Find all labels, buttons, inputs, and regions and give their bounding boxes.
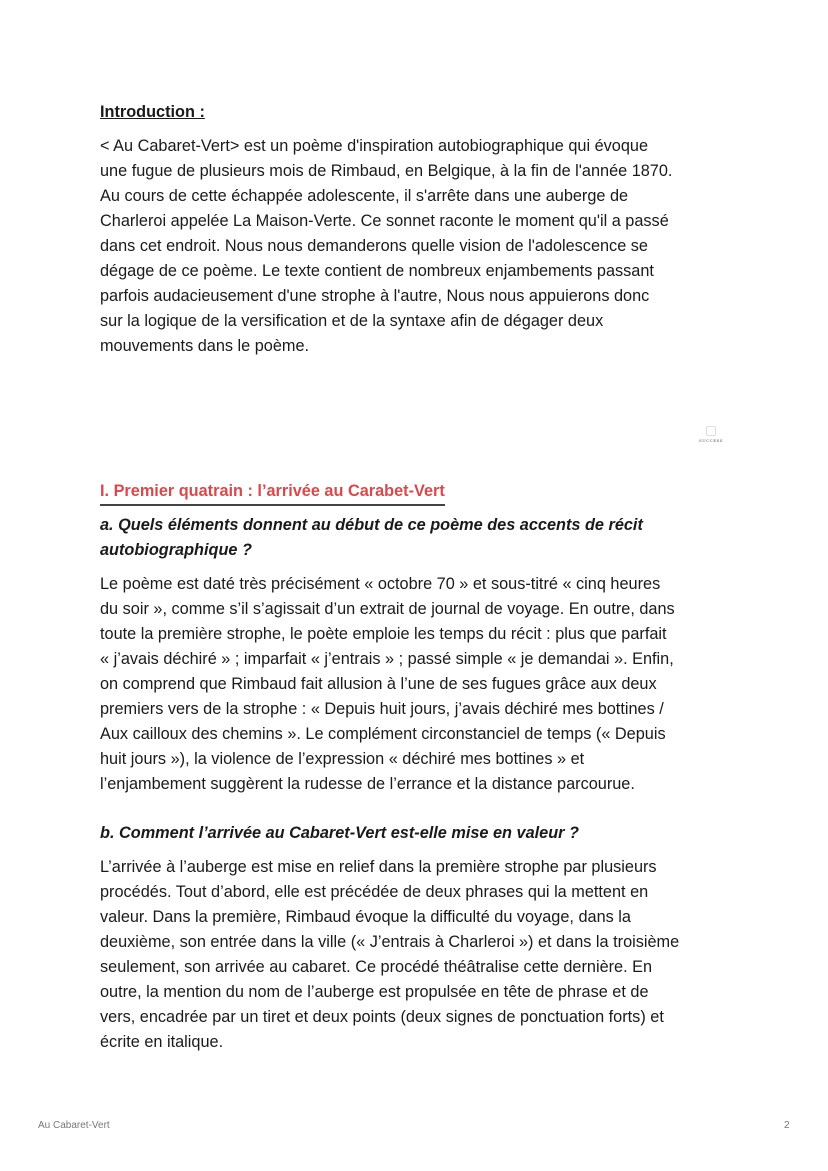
- text-line: une fugue de plusieurs mois de Rimbaud, en Belgique, à la fin de l'année 1870.: [100, 162, 673, 180]
- text-line: « j’avais déchiré » ; imparfait « j’entrais » ; passé simple « je demandai ». Enfin,: [100, 650, 674, 668]
- subheading-a: [100, 513, 740, 563]
- paragraph-b: [100, 855, 740, 1055]
- footer-page-number: 2: [784, 1120, 790, 1131]
- footer-title: Au Cabaret-Vert: [38, 1120, 110, 1131]
- text-line: dans cet endroit. Nous nous demanderons quelle vision de l'adolescence se: [100, 237, 648, 255]
- text-line: huit jours »), la violence de l’expression « déchiré mes bottines » et: [100, 750, 585, 768]
- text-line: < Au Cabaret-Vert> est un poème d'inspiration autobiographique qui évoque: [100, 137, 649, 155]
- text-line: valeur. Dans la première, Rimbaud évoque la difficulté du voyage, dans la: [100, 908, 631, 926]
- text-line: sur la logique de la versification et de la syntaxe afin de dégager deux: [100, 312, 604, 330]
- text-line: Charleroi appelée La Maison-Verte. Ce sonnet raconte le moment qu'il a passé: [100, 212, 669, 230]
- text-line: a. Quels éléments donnent au début de ce poème des accents de récit: [100, 516, 643, 534]
- text-line: écrite en italique.: [100, 1033, 224, 1051]
- text-line: outre, la mention du nom de l’auberge est propulsée en tête de phrase et de: [100, 983, 649, 1001]
- paragraph-a: [100, 572, 740, 797]
- text-line: parfois audacieusement d'une strophe à l'autre, Nous nous appuierons donc: [100, 287, 650, 305]
- text-line: toute la première strophe, le poète emploie les temps du récit : plus que parfait: [100, 625, 667, 643]
- text-line: Au cours de cette échappée adolescente, il s'arrête dans une auberge de: [100, 187, 629, 205]
- section-1-heading: [100, 479, 740, 506]
- text-line: procédés. Tout d’abord, elle est précédée de deux phrases qui la mettent en: [100, 883, 649, 901]
- text-line: mouvements dans le poème.: [100, 337, 310, 355]
- intro-heading-text: Introduction :: [100, 103, 205, 121]
- text-line: on comprend que Rimbaud fait allusion à l’une de ses fugues grâce aux deux: [100, 675, 657, 693]
- text-line: premiers vers de la strophe : « Depuis huit jours, j’avais déchiré mes bottines /: [100, 700, 664, 718]
- text-line: Aux cailloux des chemins ». Le complément circonstanciel de temps (« Depuis: [100, 725, 666, 743]
- intro-paragraph: [100, 134, 740, 359]
- text-line: L’arrivée à l’auberge est mise en relief dans la première strophe par plusieurs: [100, 858, 657, 876]
- text-line: seulement, son arrivée au cabaret. Ce procédé théâtralise cette dernière. En: [100, 958, 653, 976]
- text-line: vers, encadrée par un tiret et deux points (deux signes de ponctuation forts) et: [100, 1008, 664, 1026]
- success-logo: SUCCESS: [694, 426, 728, 446]
- text-line: Le poème est daté très précisément « octobre 70 » et sous-titré « cinq heures: [100, 575, 661, 593]
- intro-heading: [100, 100, 740, 125]
- logo-mark-icon: [706, 426, 716, 436]
- text-line: dégage de ce poème. Le texte contient de nombreux enjambements passant: [100, 262, 654, 280]
- text-line: l’enjambement suggèrent la rudesse de l’errance et la distance parcourue.: [100, 775, 635, 793]
- text-line: autobiographique ?: [100, 541, 252, 559]
- text-line: du soir », comme s’il s’agissait d’un extrait de journal de voyage. En outre, dans: [100, 600, 675, 618]
- text-line: deuxième, son entrée dans la ville (« J’entrais à Charleroi ») et dans la troisième: [100, 933, 680, 951]
- text-line: b. Comment l’arrivée au Cabaret-Vert est-elle mise en valeur ?: [100, 824, 579, 842]
- subheading-b: [100, 821, 740, 846]
- section-1-heading-text: I. Premier quatrain : l’arrivée au Carabet-Vert: [100, 479, 445, 506]
